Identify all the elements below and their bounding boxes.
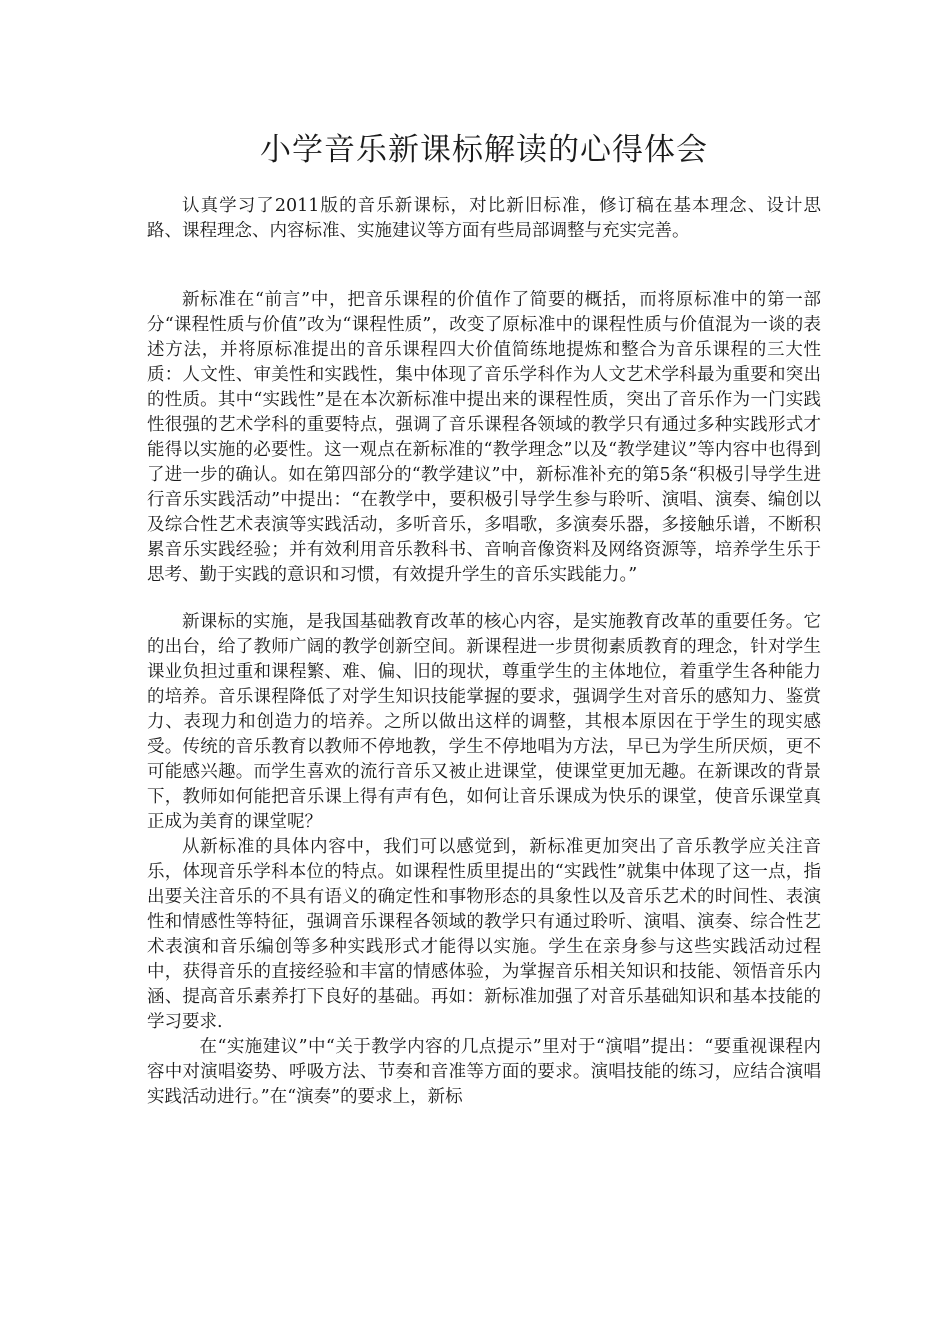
paragraph-implementation: 在“实施建议”中“关于教学内容的几点提示”里对于“演唱”提出：“要重视课程内容中对演唱姿势、呼吸方法、节奏和音准等方面的要求。演唱技能的练习，应结合演唱实践活动进行。”在“演奏”的要求上，新标 xyxy=(147,1037,821,1107)
paragraph-spacer xyxy=(147,244,821,288)
paragraph-music-focus: 从新标准的具体内容中，我们可以感觉到，新标准更加突出了音乐教学应关注音乐，体现音乐学科本位的特点。如课程性质里提出的“实践性”就集中体现了这一点，指出要关注音乐的不具有语义的确定性和事物形态的具象性以及音乐艺术的时间性、表演性和情感性等特征，强调音乐课程各领域的教学只有通过聆听、演唱、演奏、综合性艺术表演和音乐编创等多种实践形式才能得以实施。学生在亲身参与这些实践活动过程中，获得音乐的直接经验和丰富的情感体验，为掌握音乐相关知识和技能、领悟音乐内涵、提高音乐素养打下良好的基础。再如：新标准加强了对音乐基础知识和基本技能的学习要求. xyxy=(147,837,821,1032)
paragraph-curriculum-nature: 新标准在“前言”中，把音乐课程的价值作了简要的概括，而将原标准中的第一部分“课程性质与价值”改为“课程性质”，改变了原标准中的课程性质与价值混为一谈的表述方法，并将原标准提出的音乐课程四大价值简练地提炼和整合为音乐课程的三大性质：人文性、审美性和实践性，集中体现了音乐学科作为人文艺术学科最为重要和突出的性质。其中“实践性”是在本次新标准中提出来的课程性质，突出了音乐作为一门实践性很强的艺术学科的重要特点，强调了音乐课程各领域的教学只有通过多种实践形式才能得以实施的必要性。这一观点在新标准的“教学理念”以及“教学建议”等内容中也得到了进一步的确认。如在第四部分的“教学建议”中，新标准补充的第5条“积极引导学生进行音乐实践活动”中提出：“在教学中，要积极引导学生参与聆听、演唱、演奏、编创以及综合性艺术表演等实践活动，多听音乐，多唱歌，多演奏乐器，多接触乐谱，不断积累音乐实践经验；并有效利用音乐教科书、音响音像资料及网络资源等，培养学生乐于思考、勤于实践的意识和习惯，有效提升学生的音乐实践能力。” xyxy=(147,290,821,585)
document-title: 小学音乐新课标解读的心得体会 xyxy=(260,132,708,168)
paragraph-intro: 认真学习了2011版的音乐新课标，对比新旧标准，修订稿在基本理念、设计思路、课程理念、内容标准、实施建议等方面有些局部调整与充实完善。 xyxy=(147,196,821,241)
paragraph-reform: 新课标的实施，是我国基础教育改革的核心内容，是实施教育改革的重要任务。它的出台，给了教师广阔的教学创新空间。新课程进一步贯彻素质教育的理念，针对学生课业负担过重和课程繁、难、偏、旧的现状，尊重学生的主体地位，着重学生各种能力的培养。音乐课程降低了对学生知识技能掌握的要求，强调学生对音乐的感知力、鉴赏力、表现力和创造力的培养。之所以做出这样的调整，其根本原因在于学生的现实感受。传统的音乐教育以教师不停地教，学生不停地唱为方法，早已为学生所厌烦，更不可能感兴趣。而学生喜欢的流行音乐又被止进课堂，使课堂更加无趣。在新课改的背景下，教师如何能把音乐课上得有声有色，如何让音乐课成为快乐的课堂，使音乐课堂真正成为美育的课堂呢？ xyxy=(147,612,821,832)
paragraph-spacer xyxy=(147,588,821,610)
document-page xyxy=(147,128,821,1110)
